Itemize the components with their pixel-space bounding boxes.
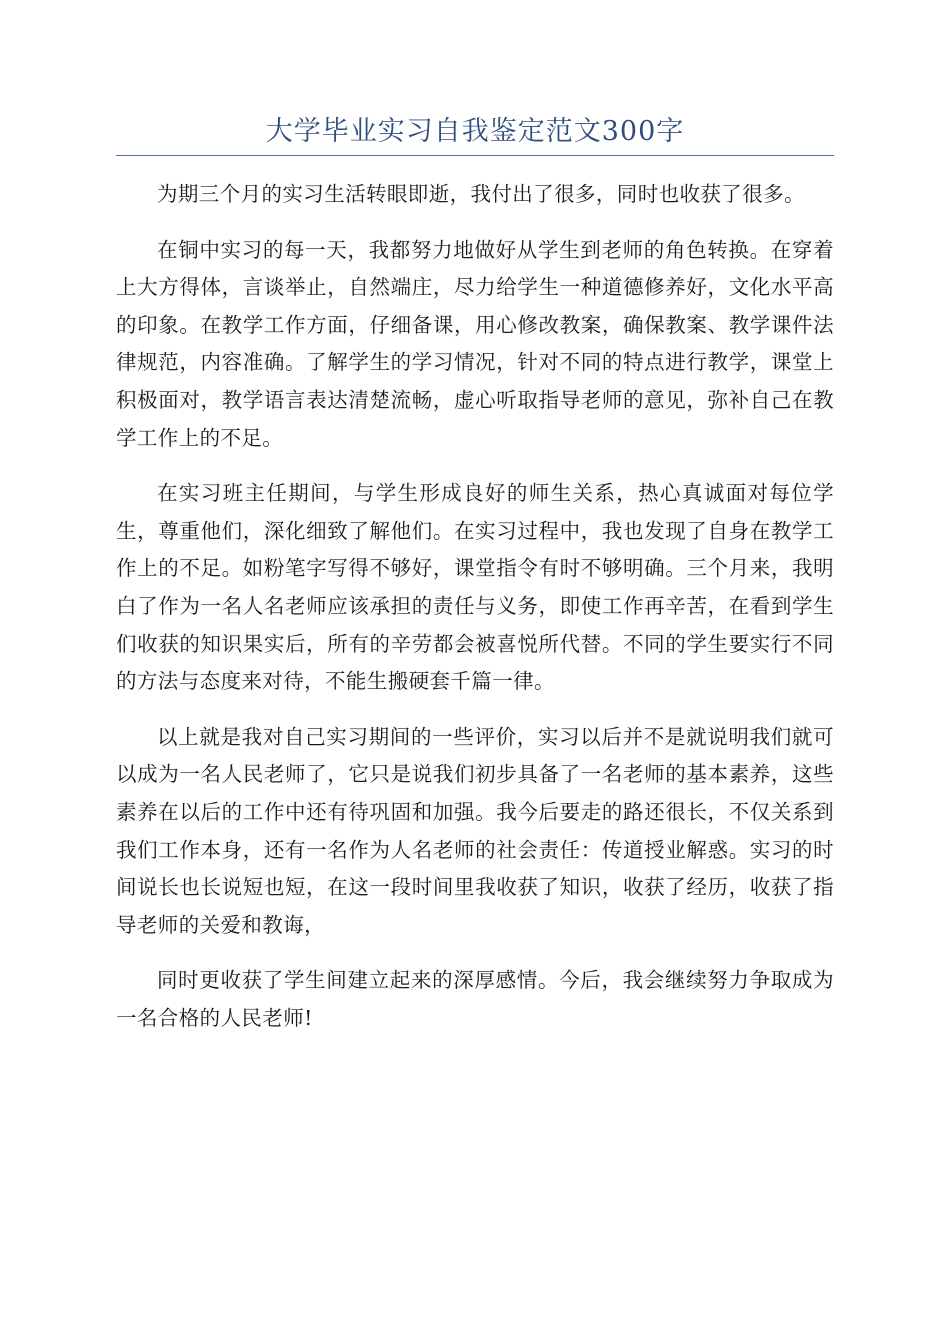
- document-body: [116, 176, 834, 1055]
- paragraph-1: 为期三个月的实习生活转眼即逝，我付出了很多，同时也收获了很多。: [157, 182, 805, 206]
- paragraph-2: 在铜中实习的每一天，我都努力地做好从学生到老师的角色转换。在穿着上大方得体，言谈举止，自然端庄，尽力给学生一种道德修养好，文化水平高的印象。在教学工作方面，仔细备课，用心修改教案，确保教案、教学课件法律规范，内容准确。了解学生的学习情况，针对不同的特点进行教学，课堂上积极面对，教学语言表达清楚流畅，虚心听取指导老师的意见，弥补自己在教学工作上的不足。: [116, 237, 834, 450]
- title-underline: [116, 155, 834, 156]
- paragraph-5: 同时更收获了学生间建立起来的深厚感情。今后，我会继续努力争取成为一名合格的人民老师!: [116, 968, 834, 1030]
- document-title: 大学毕业实习自我鉴定范文300字: [265, 116, 685, 147]
- paragraph-4: 以上就是我对自己实习期间的一些评价，实习以后并不是就说明我们就可以成为一名人民老师了，它只是说我们初步具备了一名老师的基本素养，这些素养在以后的工作中还有待巩固和加强。我今后要走的路还很长，不仅关系到我们工作本身，还有一名作为人名老师的社会责任：传道授业解惑。实习的时间说长也长说短也短，在这一段时间里我收获了知识，收获了经历，收获了指导老师的关爱和教诲，: [116, 724, 834, 937]
- paragraph-3: 在实习班主任期间，与学生形成良好的师生关系，热心真诚面对每位学生，尊重他们，深化细致了解他们。在实习过程中，我也发现了自身在教学工作上的不足。如粉笔字写得不够好，课堂指令有时不够明确。三个月来，我明白了作为一名人名老师应该承担的责任与义务，即使工作再辛苦，在看到学生们收获的知识果实后，所有的辛劳都会被喜悦所代替。不同的学生要实行不同的方法与态度来对待，不能生搬硬套千篇一律。: [116, 481, 834, 694]
